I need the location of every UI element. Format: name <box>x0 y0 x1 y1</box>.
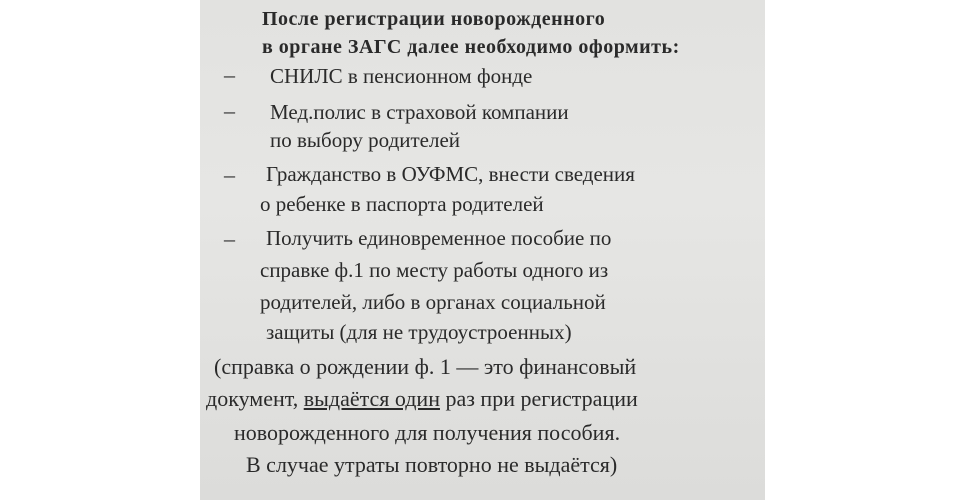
list-item-text: о ребенке в паспорта родителей <box>260 192 544 216</box>
list-item-text: защиты (для не трудоустроенных) <box>266 320 572 344</box>
note-text: документ, <box>206 386 304 411</box>
list-item-text: Мед.полис в страховой компании <box>270 100 569 124</box>
underlined-text: выдаётся один <box>303 386 440 411</box>
list-item-marker: – <box>224 226 235 251</box>
note-line-3: новорожденного для получения пособия. <box>234 420 621 445</box>
list-item-marker: – <box>224 162 235 187</box>
list-item-text: по выбору родителей <box>270 128 461 152</box>
note-text: раз при регистрации <box>439 386 638 411</box>
list-item-text: СНИЛС в пенсионном фонде <box>270 64 533 88</box>
list-item-marker: – <box>224 62 235 87</box>
heading-line-1: После регистрации новорожденного <box>262 8 606 30</box>
list-item-text: справке ф.1 по месту работы одного из <box>260 258 609 282</box>
note-line-1: (справка о рождении ф. 1 — это финансовый <box>214 354 637 379</box>
note-line-4: В случае утраты повторно не выдаётся) <box>246 452 618 477</box>
list-item-text: родителей, либо в органах социальной <box>260 290 606 314</box>
heading-line-2: в органе ЗАГС далее необходимо оформить: <box>262 36 680 58</box>
list-item-marker: – <box>224 98 235 123</box>
document-photo <box>200 0 765 500</box>
list-item-text: Гражданство в ОУФМС, внести сведения <box>266 162 635 186</box>
list-item-text: Получить единовременное пособие по <box>266 226 612 250</box>
note-line-2 <box>206 386 638 412</box>
